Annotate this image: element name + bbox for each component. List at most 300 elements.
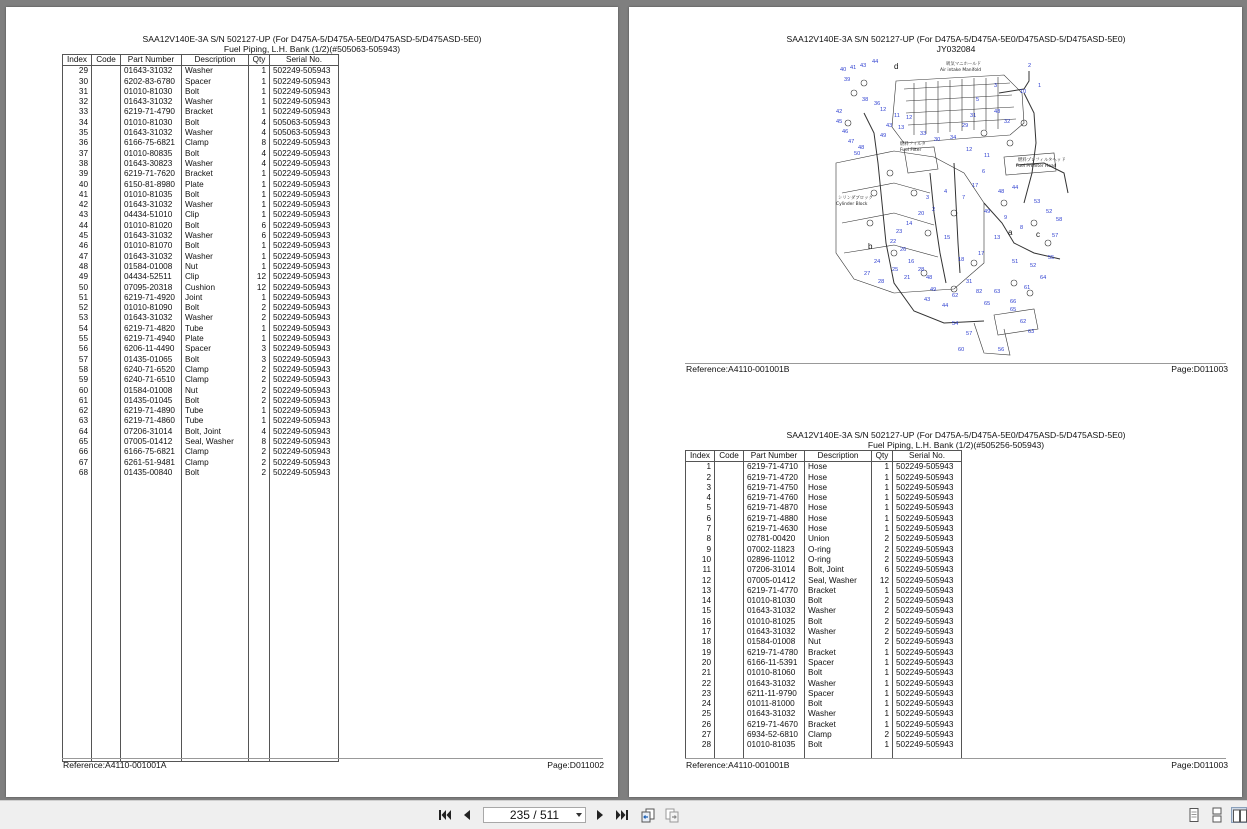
row-serial-no: 502249-505943 — [270, 87, 339, 97]
row-description: Hose — [805, 503, 872, 513]
table-row — [63, 210, 339, 220]
row-description: Spacer — [805, 689, 872, 699]
left-parts-table — [62, 54, 339, 762]
row-serial-no: 502249-505943 — [893, 462, 962, 473]
blank-cell — [715, 751, 744, 759]
row-serial-no: 502249-505943 — [893, 483, 962, 493]
diagram-callout-number: 26 — [900, 247, 907, 253]
row-qty: 1 — [872, 720, 893, 730]
row-serial-no: 502249-505943 — [270, 416, 339, 426]
page-number-field[interactable] — [483, 807, 586, 823]
diagram-callout-number: 33 — [920, 131, 927, 137]
row-part-number: 6934-52-6810 — [744, 730, 805, 740]
left-table-body — [63, 66, 339, 762]
table-row — [63, 200, 339, 210]
row-qty: 8 — [249, 138, 270, 148]
table-row — [63, 283, 339, 293]
col-index: Index — [686, 451, 715, 462]
next-page-icon — [592, 807, 608, 823]
row-serial-no: 502249-505943 — [893, 586, 962, 596]
row-part-number: 6219-71-4890 — [121, 406, 182, 416]
col-serial-no: Serial No. — [270, 55, 339, 66]
row-code — [715, 503, 744, 513]
diagram-callout-number: 15 — [944, 235, 951, 241]
blank-cell — [63, 478, 92, 762]
row-part-number: 01643-31032 — [121, 313, 182, 323]
row-part-number: 01435-00840 — [121, 468, 182, 478]
row-qty: 2 — [249, 458, 270, 468]
row-description: Bolt — [182, 241, 249, 251]
go-back-icon — [640, 807, 656, 823]
row-serial-no: 502249-505943 — [893, 648, 962, 658]
row-qty: 1 — [872, 668, 893, 678]
row-part-number: 6240-71-6520 — [121, 365, 182, 375]
table-row — [686, 524, 962, 534]
row-part-number: 04434-51010 — [121, 210, 182, 220]
diagram-callout-number: 9 — [1004, 215, 1008, 221]
row-code — [715, 545, 744, 555]
previous-page-button[interactable] — [459, 807, 475, 823]
table-row — [686, 617, 962, 627]
diagram-callout-number: 31 — [966, 279, 973, 285]
row-code — [92, 406, 121, 416]
diagram-callout-number: 48 — [994, 109, 1001, 115]
row-qty: 2 — [872, 617, 893, 627]
row-serial-no: 502249-505943 — [270, 169, 339, 179]
row-part-number: 01010-81020 — [121, 221, 182, 231]
table-row — [63, 149, 339, 159]
row-code — [715, 534, 744, 544]
row-serial-no: 502249-505943 — [270, 293, 339, 303]
row-index: 37 — [63, 149, 92, 159]
row-qty: 1 — [249, 87, 270, 97]
row-description: Tube — [182, 416, 249, 426]
right-table-body — [686, 462, 962, 758]
row-qty: 6 — [872, 565, 893, 575]
table-row — [63, 138, 339, 148]
table-row — [63, 416, 339, 426]
row-qty: 2 — [249, 365, 270, 375]
table-row — [63, 107, 339, 117]
table-row — [686, 473, 962, 483]
row-code — [715, 565, 744, 575]
row-index: 4 — [686, 493, 715, 503]
table-row — [686, 576, 962, 586]
row-part-number: 01010-81035 — [121, 190, 182, 200]
table-row — [63, 87, 339, 97]
row-part-number: 6219-71-4870 — [744, 503, 805, 513]
diagram-callout-number: 2 — [1028, 63, 1032, 69]
row-code — [715, 637, 744, 647]
row-code — [92, 447, 121, 457]
diagram-callout-number: 28 — [918, 267, 925, 273]
diagram-callout-number: 31 — [970, 113, 977, 119]
row-description: Washer — [805, 606, 872, 616]
row-serial-no: 502249-505943 — [893, 555, 962, 565]
row-qty: 4 — [249, 128, 270, 138]
row-serial-no: 502249-505943 — [893, 627, 962, 637]
row-code — [92, 221, 121, 231]
row-part-number: 6219-71-4760 — [744, 493, 805, 503]
row-part-number: 6219-71-4770 — [744, 586, 805, 596]
row-qty: 1 — [872, 709, 893, 719]
row-serial-no: 502249-505943 — [270, 272, 339, 282]
row-description: Joint — [182, 293, 249, 303]
diagram-callout-number: 38 — [862, 97, 869, 103]
row-index: 47 — [63, 252, 92, 262]
row-qty: 1 — [872, 524, 893, 534]
row-description: Washer — [182, 231, 249, 241]
row-qty: 1 — [249, 210, 270, 220]
table-row — [686, 689, 962, 699]
table-row — [686, 720, 962, 730]
diagram-callout-number: 57 — [966, 331, 973, 337]
row-serial-no: 502249-505943 — [270, 355, 339, 365]
row-serial-no: 502249-505943 — [270, 190, 339, 200]
table-row — [686, 493, 962, 503]
row-description: Washer — [182, 252, 249, 262]
diagram-callout-number: 63 — [1028, 329, 1035, 335]
row-index: 67 — [63, 458, 92, 468]
diagram-callout-number: 11 — [894, 113, 900, 119]
diagram-callout-number: 23 — [896, 229, 903, 235]
diagram-callout-number: 41 — [850, 65, 857, 71]
prefilter-label-en: Fuel Prefilter Head — [1016, 164, 1057, 169]
row-description: Washer — [182, 159, 249, 169]
row-code — [715, 627, 744, 637]
row-qty: 1 — [249, 241, 270, 251]
row-description: Tube — [182, 406, 249, 416]
row-serial-no: 502249-505943 — [270, 344, 339, 354]
row-index: 42 — [63, 200, 92, 210]
row-code — [92, 355, 121, 365]
row-code — [715, 514, 744, 524]
row-description: Clamp — [805, 730, 872, 740]
row-serial-no: 502249-505943 — [893, 514, 962, 524]
row-qty: 2 — [249, 396, 270, 406]
row-part-number: 6211-11-9790 — [744, 689, 805, 699]
row-index: 14 — [686, 596, 715, 606]
row-qty: 2 — [872, 730, 893, 740]
table-row — [686, 637, 962, 647]
diagram-callout-number: 47 — [848, 139, 855, 145]
row-serial-no: 502249-505943 — [270, 252, 339, 262]
diagram-callout-number: 53 — [1034, 199, 1041, 205]
row-serial-no: 505063-505943 — [270, 118, 339, 128]
diagram-callout-number: 64 — [1040, 275, 1047, 281]
diagram-callout-number: 21 — [904, 275, 911, 281]
diagram-title-line1: SAA12V140E-3A S/N 502127-UP (For D475A-5/D475A-5E0/D475ASD-5/D475ASD-5E0) — [786, 34, 1126, 44]
row-description: Seal, Washer — [805, 576, 872, 586]
row-serial-no: 502249-505943 — [893, 720, 962, 730]
diagram-callout-number: 44 — [872, 59, 879, 65]
row-index: 24 — [686, 699, 715, 709]
row-description: Bolt — [182, 190, 249, 200]
table-row — [63, 128, 339, 138]
table-row — [63, 406, 339, 416]
row-index: 17 — [686, 627, 715, 637]
row-index: 63 — [63, 416, 92, 426]
row-part-number: 6150-81-8980 — [121, 180, 182, 190]
table-row — [63, 221, 339, 231]
row-code — [92, 210, 121, 220]
row-qty: 2 — [249, 386, 270, 396]
row-serial-no: 502249-505943 — [893, 617, 962, 627]
table-row — [63, 159, 339, 169]
row-part-number: 6219-71-4670 — [744, 720, 805, 730]
row-code — [715, 586, 744, 596]
left-page-code: Page:D011002 — [547, 760, 604, 770]
diagram-callout-number: 20 — [918, 211, 925, 217]
last-page-icon — [614, 807, 630, 823]
go-back-button[interactable] — [640, 807, 656, 823]
row-code — [715, 617, 744, 627]
row-code — [715, 576, 744, 586]
row-index: 39 — [63, 169, 92, 179]
table-row — [63, 437, 339, 447]
row-index: 62 — [63, 406, 92, 416]
row-code — [715, 648, 744, 658]
table-row — [63, 458, 339, 468]
table-row — [686, 596, 962, 606]
diagram-callout-number: 42 — [836, 109, 843, 115]
row-code — [92, 283, 121, 293]
diagram-drawing — [834, 53, 1081, 359]
diagram-page-code: Page:D011003 — [1171, 364, 1228, 374]
col-code: Code — [92, 55, 121, 66]
row-code — [92, 241, 121, 251]
next-page-button[interactable] — [592, 807, 608, 823]
row-code — [92, 159, 121, 169]
filter-label-en: Fuel Filter — [900, 148, 922, 153]
row-description: Clip — [182, 272, 249, 282]
row-code — [715, 473, 744, 483]
row-code — [92, 149, 121, 159]
table-row — [63, 97, 339, 107]
row-index: 61 — [63, 396, 92, 406]
table-row — [686, 709, 962, 719]
table-blank-area — [686, 751, 962, 759]
diagram-callout-number: 62 — [952, 293, 959, 299]
col-part-number: Part Number — [744, 451, 805, 462]
first-page-icon — [437, 807, 453, 823]
row-index: 7 — [686, 524, 715, 534]
row-description: Washer — [182, 128, 249, 138]
diagram-callout-number: 34 — [950, 135, 957, 141]
prefilter-label-jp: 燃料プレフィルタヘッド — [1018, 158, 1066, 163]
row-serial-no: 502249-505943 — [893, 699, 962, 709]
diagram-callout-number: 51 — [1012, 259, 1019, 265]
intake-label-en: Air intake Manifold — [940, 68, 982, 73]
row-code — [715, 740, 744, 750]
row-code — [715, 555, 744, 565]
row-qty: 1 — [249, 416, 270, 426]
table-row — [686, 534, 962, 544]
row-index: 53 — [63, 313, 92, 323]
diagram-callout-number: 16 — [908, 259, 915, 265]
row-description: Bolt — [182, 468, 249, 478]
row-serial-no: 502249-505943 — [893, 565, 962, 575]
diagram-callout-number: 27 — [864, 271, 871, 277]
row-serial-no: 502249-505943 — [270, 210, 339, 220]
last-page-button[interactable] — [614, 807, 630, 823]
row-serial-no: 502249-505943 — [270, 77, 339, 87]
row-description: Bracket — [805, 720, 872, 730]
row-part-number: 01643-31032 — [121, 231, 182, 241]
row-part-number: 01010-81090 — [121, 303, 182, 313]
table-row — [63, 293, 339, 303]
table-row — [63, 77, 339, 87]
row-index: 21 — [686, 668, 715, 678]
table-row — [686, 627, 962, 637]
row-part-number: 01435-01045 — [121, 396, 182, 406]
row-index: 68 — [63, 468, 92, 478]
row-part-number: 01010-81030 — [121, 118, 182, 128]
row-qty: 1 — [872, 493, 893, 503]
row-serial-no: 502249-505943 — [893, 709, 962, 719]
row-index: 45 — [63, 231, 92, 241]
row-part-number: 07005-01412 — [121, 437, 182, 447]
row-qty: 4 — [249, 118, 270, 128]
row-part-number: 07206-31014 — [744, 565, 805, 575]
diagram-callout-number: 52 — [1046, 209, 1053, 215]
diagram-callout-number: 13 — [898, 125, 905, 131]
row-index: 19 — [686, 648, 715, 658]
diagram-callout-number: 2 — [932, 207, 936, 213]
go-forward-button[interactable] — [664, 807, 680, 823]
row-code — [715, 658, 744, 668]
row-description: Bolt — [805, 596, 872, 606]
facing-pages-view-button[interactable] — [1231, 807, 1247, 823]
table-row — [63, 252, 339, 262]
diagram-callout-number: 6 — [982, 169, 986, 175]
single-page-view-icon — [1186, 807, 1202, 823]
diagram-callout-number: 25 — [892, 267, 899, 273]
row-index: 34 — [63, 118, 92, 128]
diagram-callout-number: 56 — [998, 347, 1005, 353]
table-row — [686, 514, 962, 524]
row-serial-no: 502249-505943 — [270, 313, 339, 323]
row-description: Hose — [805, 473, 872, 483]
table-row — [686, 545, 962, 555]
diagram-callout-number: 12 — [880, 107, 887, 113]
row-part-number: 6219-71-4940 — [121, 334, 182, 344]
row-part-number: 01643-31032 — [121, 97, 182, 107]
row-part-number: 07095-20318 — [121, 283, 182, 293]
row-index: 15 — [686, 606, 715, 616]
continuous-view-button[interactable] — [1209, 807, 1225, 823]
row-qty: 3 — [249, 355, 270, 365]
continuous-view-icon — [1209, 807, 1225, 823]
row-description: Bolt — [182, 221, 249, 231]
blank-cell — [744, 751, 805, 759]
diagram-callout-number: 1 — [1038, 83, 1042, 89]
row-index: 25 — [686, 709, 715, 719]
row-qty: 1 — [249, 169, 270, 179]
row-qty: 1 — [249, 324, 270, 334]
row-qty: 6 — [249, 221, 270, 231]
diagram-callout-number: 13 — [994, 235, 1001, 241]
row-qty: 2 — [872, 596, 893, 606]
row-description: Washer — [182, 66, 249, 77]
row-serial-no: 502249-505943 — [893, 637, 962, 647]
table-row — [686, 730, 962, 740]
row-code — [92, 386, 121, 396]
diagram-callout-number: 44 — [942, 303, 949, 309]
row-description: Bolt — [805, 740, 872, 750]
diagram-callout-number: 30 — [934, 137, 941, 143]
row-index: 64 — [63, 427, 92, 437]
table-blank-area — [63, 478, 339, 762]
row-part-number: 02781-00420 — [744, 534, 805, 544]
diagram-callout-number: 7 — [962, 195, 966, 201]
row-part-number: 6219-71-4860 — [121, 416, 182, 426]
row-index: 41 — [63, 190, 92, 200]
row-serial-no: 502249-505943 — [270, 66, 339, 77]
row-part-number: 02896-11012 — [744, 555, 805, 565]
diagram-callout-number: 66 — [1010, 299, 1017, 305]
row-code — [92, 66, 121, 77]
single-page-view-button[interactable] — [1186, 807, 1202, 823]
row-serial-no: 502249-505943 — [893, 668, 962, 678]
col-description: Description — [805, 451, 872, 462]
row-serial-no: 502249-505943 — [893, 606, 962, 616]
row-description: Tube — [182, 324, 249, 334]
row-index: 40 — [63, 180, 92, 190]
row-code — [715, 668, 744, 678]
row-qty: 1 — [872, 679, 893, 689]
row-part-number: 6219-71-4720 — [744, 473, 805, 483]
diagram-callout-number: 12 — [906, 115, 913, 121]
left-footer-rule — [62, 758, 603, 759]
table-row — [63, 169, 339, 179]
row-part-number: 01010-81030 — [121, 87, 182, 97]
row-part-number: 01010-81070 — [121, 241, 182, 251]
table-row — [63, 468, 339, 478]
row-code — [715, 699, 744, 709]
table-row — [686, 658, 962, 668]
row-description: Bolt, Joint — [182, 427, 249, 437]
row-index: 10 — [686, 555, 715, 565]
row-description: Washer — [805, 709, 872, 719]
row-part-number: 07002-11823 — [744, 545, 805, 555]
row-qty: 2 — [249, 313, 270, 323]
table-row — [63, 427, 339, 437]
row-description: Bolt — [182, 118, 249, 128]
row-qty: 1 — [872, 462, 893, 473]
row-index: 6 — [686, 514, 715, 524]
diagram-callout-number: 43 — [924, 297, 931, 303]
table-row — [686, 668, 962, 678]
row-index: 50 — [63, 283, 92, 293]
diagram-letter-d: d — [894, 62, 899, 71]
first-page-button[interactable] — [437, 807, 453, 823]
row-serial-no: 502249-505943 — [893, 679, 962, 689]
row-description: O-ring — [805, 545, 872, 555]
row-serial-no: 502249-505943 — [270, 159, 339, 169]
row-serial-no: 502249-505943 — [270, 375, 339, 385]
row-qty: 1 — [249, 262, 270, 272]
right-document-page — [629, 7, 1242, 797]
row-description: Nut — [182, 262, 249, 272]
row-serial-no: 502249-505943 — [270, 468, 339, 478]
row-part-number: 01584-01008 — [744, 637, 805, 647]
row-code — [92, 313, 121, 323]
diagram-callout-number: 43 — [886, 123, 893, 129]
blank-cell — [249, 478, 270, 762]
row-description: Spacer — [805, 658, 872, 668]
row-serial-no: 502249-505943 — [270, 396, 339, 406]
